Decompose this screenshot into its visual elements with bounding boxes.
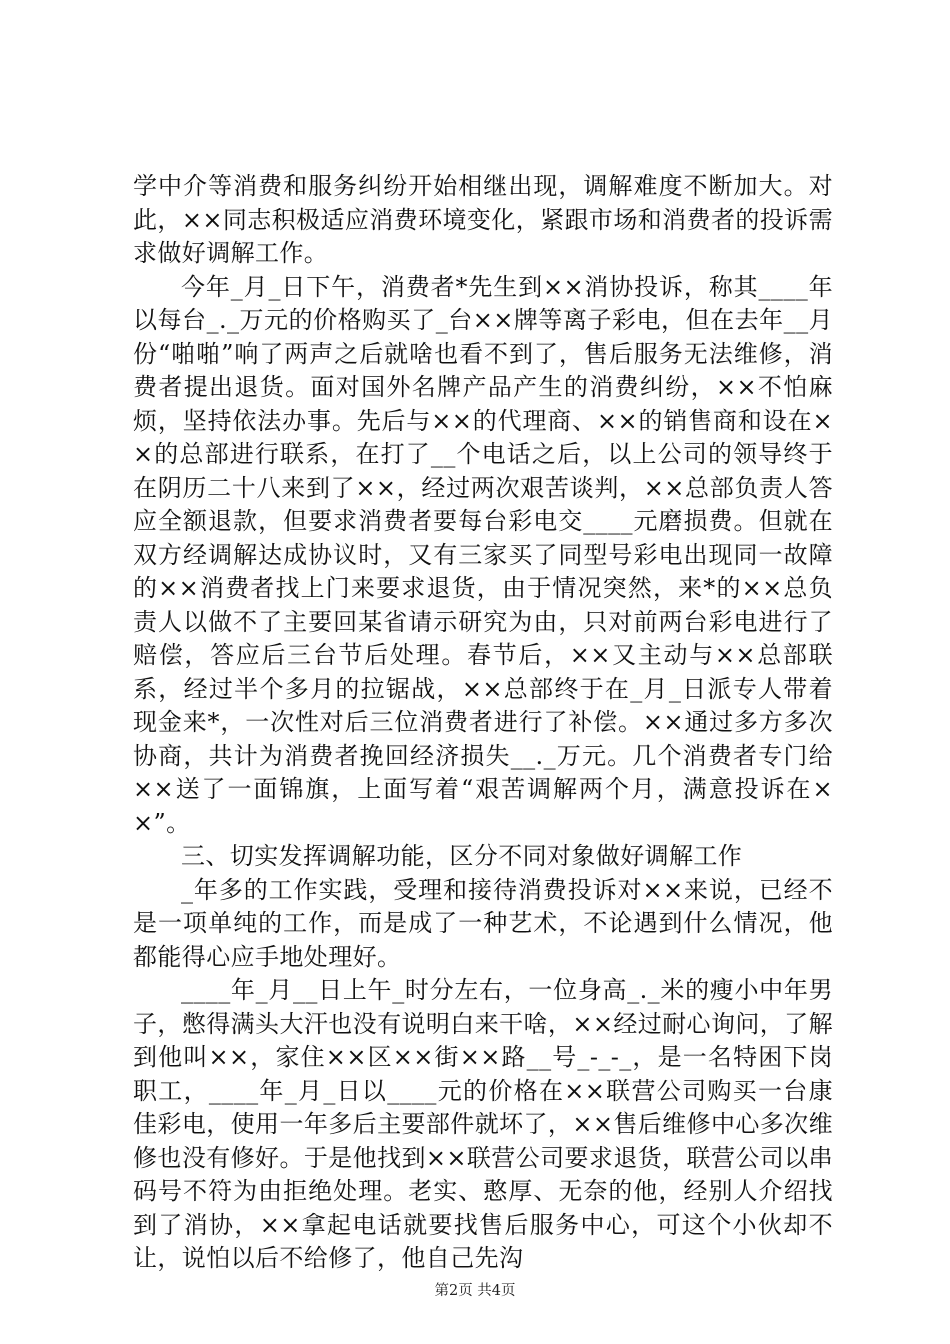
- paragraph-tv-complaint-case: 今年_月_日下午，消费者*先生到××消协投诉，称其____年以每台_._万元的价格购买了_台××牌等离子彩电，但在去年__月份“啪啪”响了两声之后就啥也看不到了，售后服务无法维修，消费者提出退货。面对国外名牌产品产生的消费纠纷，××不怕麻烦，坚持依法办事。先后与××的代理商、××的销售商和设在××的总部进行联系，在打了__个电话之后，以上公司的领导终于在阴历二十八来到了××，经过两次艰苦谈判，××总部负责人答应全额退款，但要求消费者要每台彩电交____元磨损费。但就在双方经调解达成协议时，又有三家买了同型号彩电出现同一故障的××消费者找上门来要求退货，由于情况突然，来*的××总负责人以做不了主要回某省请示研究为由，只对前两台彩电进行了赔偿，答应后三台节后处理。春节后，××又主动与××总部联系，经过半个多月的拉锯战，××总部终于在_月_日派专人带着现金来*，一次性对后三位消费者进行了补偿。××通过多方多次协商，共计为消费者挽回经济损失__._万元。几个消费者专门给××送了一面锦旗，上面写着“艰苦调解两个月，满意投诉在××”。: [133, 272, 833, 837]
- section-heading: 三、切实发挥调解功能，区分不同对象做好调解工作: [181, 842, 743, 870]
- paragraph-continuation: 学中介等消费和服务纠纷开始相继出现，调解难度不断加大。对此，××同志积极适应消费环境变化，紧跟市场和消费者的投诉需求做好调解工作。: [133, 172, 833, 267]
- paragraph-laid-off-worker-case: ____年_月__日上午_时分左右，一位身高_._米的瘦小中年男子，憋得满头大汗也没有说明白来干啥，××经过耐心询问，了解到他叫××，家住××区××街××路__号_-_-_，是一名特困下岗职工，____年_月_日以____元的价格在××联营公司购买一台康佳彩电，使用一年多后主要部件就坏了，××售后维修中心多次维修也没有修好。于是他找到××联营公司要求退货，联营公司以串码号不符为由拒绝处理。老实、憨厚、无奈的他，经别人介绍找到了消协，××拿起电话就要找售后服务中心，可这个小伙却不让，说怕以后不给修了，他自己先沟: [133, 976, 833, 1272]
- page-number-footer: 第2页 共4页: [434, 1283, 516, 1299]
- document-body: [133, 170, 833, 1276]
- paragraph-work-practice: _年多的工作实践，受理和接待消费投诉对××来说，已经不是一项单纯的工作，而是成了一种艺术，不论遇到什么情况，他都能得心应手地处理好。: [133, 875, 833, 971]
